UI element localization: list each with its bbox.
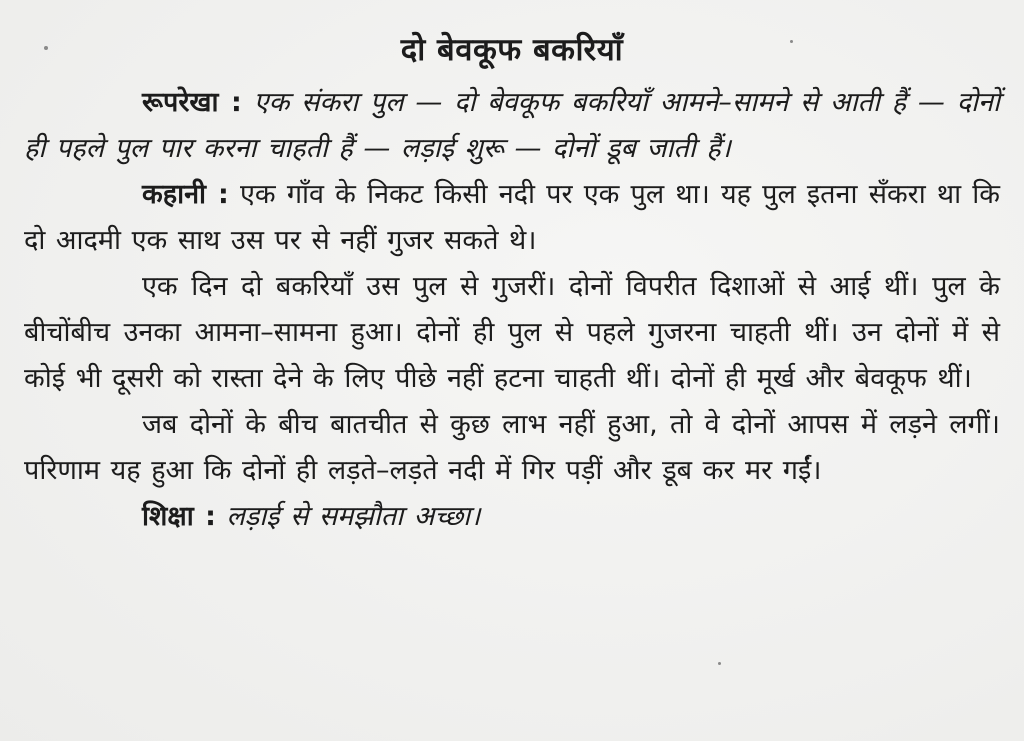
story-paragraph-2: एक दिन दो बकरियाँ उस पुल से गुजरीं। दोनों विपरीत दिशाओं से आई थीं। पुल के बीचोंबीच उनका आमना–सामना हुआ। दोनों ही पुल से पहले गुजरना चाहती थीं। उन दोनों में से कोई भी दूसरी को रास्ता देने के लिए पीछे नहीं हटना चाहती थीं। दोनों ही मूर्ख और बेवकूफ थीं। (24, 271, 1000, 394)
outline-label: रूपरेखा : (142, 87, 242, 118)
story-text: एक गाँव के निकट किसी नदी पर एक पुल था। यह पुल इतना सँकरा था कि दो आदमी एक साथ उस पर से नहीं गुजर सकते थे। (24, 179, 1001, 256)
scan-speck (790, 40, 793, 43)
outline-text: एक संकरा पुल — दो बेवकूफ बकरियाँ आमने–सामने से आती हैं — दोनों ही पहले पुल पार करना चाहती हैं — लड़ाई शुरू — दोनों डूब जाती हैं। (24, 87, 1001, 164)
scan-speck (44, 46, 48, 50)
moral-label: शिक्षा : (142, 501, 216, 532)
story-paragraph-3: जब दोनों के बीच बातचीत से कुछ लाभ नहीं हुआ, तो वे दोनों आपस में लड़ने लगीं। परिणाम यह हुआ कि दोनों ही लड़ते–लड़ते नदी में गिर पड़ीं और डूब कर मर गईं। (24, 409, 1000, 486)
outline-paragraph (24, 80, 1000, 172)
moral-text: लड़ाई से समझौता अच्छा। (226, 501, 481, 532)
moral-paragraph (24, 494, 1000, 540)
story-paragraph (24, 172, 1000, 264)
scan-speck (718, 662, 721, 665)
story-title: दो बेवकूफ बकरियाँ (400, 32, 624, 68)
story-label: कहानी : (142, 179, 229, 210)
